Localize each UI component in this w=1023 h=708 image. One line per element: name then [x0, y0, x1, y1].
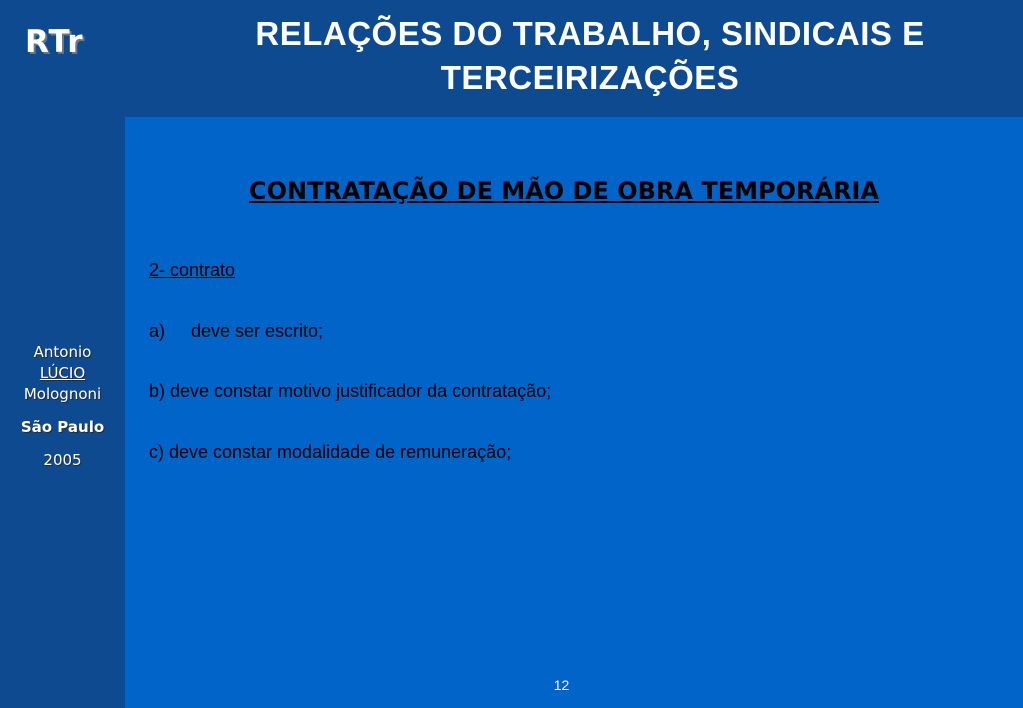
slide-content	[125, 117, 1023, 708]
page-title	[175, 12, 1005, 100]
author-year: 2005	[43, 451, 82, 469]
sidebar	[0, 0, 125, 708]
author-first-name: Antonio	[33, 343, 92, 361]
section-title: CONTRATAÇÃO DE MÃO DE OBRA TEMPORÁRIA	[248, 177, 880, 205]
subheading: 2- contrato	[149, 260, 236, 280]
page-title-line-2: TERCEIRIZAÇÕES	[440, 59, 740, 96]
page-number: 12	[553, 677, 570, 693]
list-item-text: deve ser escrito;	[191, 321, 324, 341]
author-block	[0, 342, 125, 471]
author-middle-name: LÚCIO	[39, 364, 86, 382]
page-title-line-1: RELAÇÕES DO TRABALHO, SINDICAIS E	[255, 15, 925, 52]
list-item-label: a)	[149, 321, 166, 341]
author-last-name: Molognoni	[23, 385, 102, 403]
list-item: b) deve constar motivo justificador da contratação;	[149, 381, 552, 401]
list-item: c) deve constar modalidade de remuneração;	[149, 442, 512, 462]
list-item	[149, 321, 323, 342]
author-city: São Paulo	[20, 418, 105, 436]
logo: RTr	[25, 24, 84, 60]
